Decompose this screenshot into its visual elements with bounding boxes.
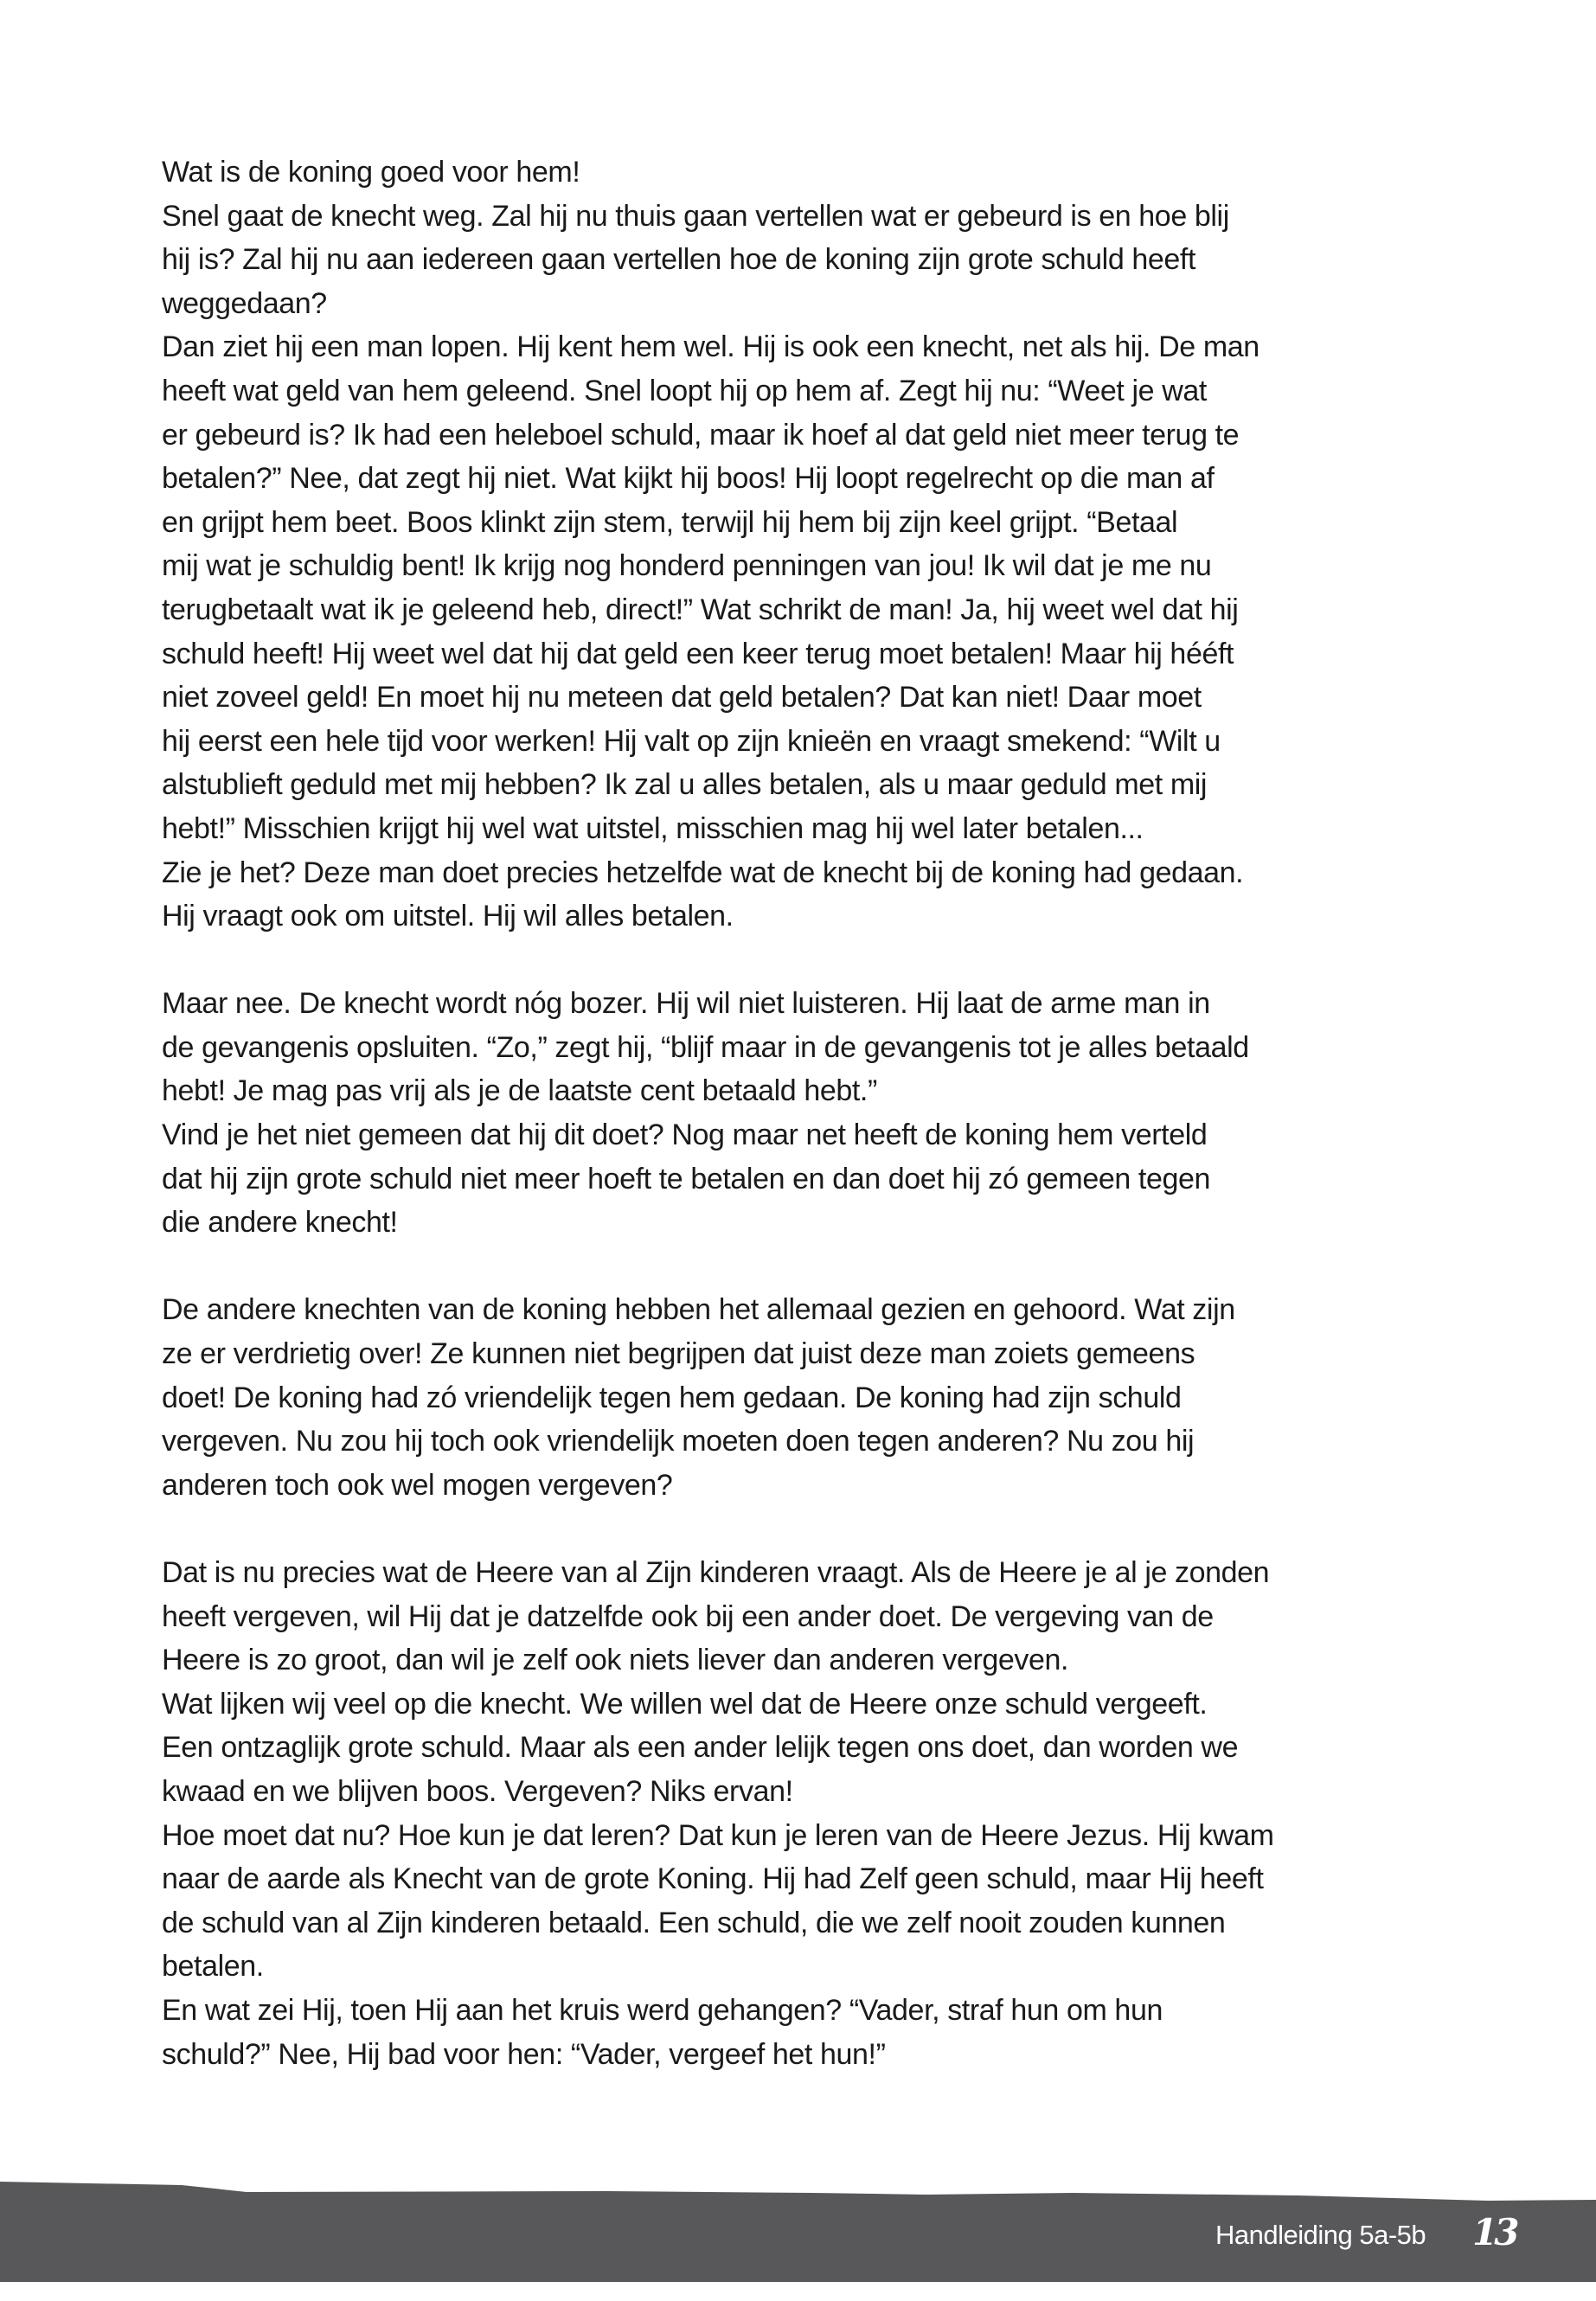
body-text [162, 151, 1459, 2120]
text-line: ze er verdrietig over! Ze kunnen niet begrijpen dat juist deze man zoiets gemeens [162, 1337, 1195, 1371]
text-line: dat hij zijn grote schuld niet meer hoeft te betalen en dan doet hij zó gemeen tegen [162, 1162, 1211, 1195]
text-line: heeft wat geld van hem geleend. Snel loopt hij op hem af. Zegt hij nu: “Weet je wat [162, 374, 1207, 407]
text-line: Vind je het niet gemeen dat hij dit doet? Nog maar net heeft de koning hem verteld [162, 1118, 1208, 1152]
text-line: De andere knechten van de koning hebben het allemaal gezien en gehoord. Wat zijn [162, 1293, 1235, 1327]
text-line: en grijpt hem beet. Boos klinkt zijn stem, terwijl hij hem bij zijn keel grijpt. “Betaal [162, 505, 1178, 539]
text-line: alstublieft geduld met mij hebben? Ik zal u alles betalen, als u maar geduld met mij [162, 768, 1208, 802]
page-number: 13 [1472, 2211, 1516, 2253]
text-line: naar de aarde als Knecht van de grote Koning. Hij had Zelf geen schuld, maar Hij heeft [162, 1862, 1264, 1896]
text-line: betalen. [162, 1950, 264, 1984]
text-line: niet zoveel geld! En moet hij nu meteen dat geld betalen? Dat kan niet! Daar moet [162, 681, 1202, 715]
text-line: Hoe moet dat nu? Hoe kun je dat leren? Dat kun je leren van de Heere Jezus. Hij kwam [162, 1818, 1274, 1852]
text-line: de schuld van al Zijn kinderen betaald. Een schuld, die we zelf nooit zouden kunnen [162, 1906, 1226, 1939]
text-line: hij is? Zal hij nu aan iedereen gaan vertellen hoe de koning zijn grote schuld heeft [162, 243, 1195, 277]
text-line: Een ontzaglijk grote schuld. Maar als een ander lelijk tegen ons doet, dan worden we [162, 1731, 1239, 1765]
text-line: doet! De koning had zó vriendelijk tegen hem gedaan. De koning had zijn schuld [162, 1381, 1182, 1414]
text-line: weggedaan? [162, 286, 327, 320]
paragraph [162, 1551, 1459, 2076]
paragraph [162, 982, 1459, 1245]
text-line: anderen toch ook wel mogen vergeven? [162, 1468, 673, 1502]
text-line: hebt! Je mag pas vrij als je de laatste cent betaald hebt.” [162, 1074, 877, 1108]
paragraph [162, 1288, 1459, 1507]
text-line: die andere knecht! [162, 1206, 398, 1240]
text-line: En wat zei Hij, toen Hij aan het kruis werd gehangen? “Vader, straf hun om hun [162, 1993, 1163, 2027]
text-line: Maar nee. De knecht wordt nóg bozer. Hij wil niet luisteren. Hij laat de arme man in [162, 987, 1210, 1021]
text-line: schuld?” Nee, Hij bad voor hen: “Vader, vergeef het hun!” [162, 2037, 886, 2071]
text-line: Zie je het? Deze man doet precies hetzelfde wat de knecht bij de koning had gedaan. [162, 856, 1244, 889]
text-line: terugbetaalt wat ik je geleend heb, direct!” Wat schrikt de man! Ja, hij weet wel dat hij [162, 593, 1239, 626]
text-line: heeft vergeven, wil Hij dat je datzelfde ook bij een ander doet. De vergeving van de [162, 1599, 1214, 1633]
text-line: Hij vraagt ook om uitstel. Hij wil alles betalen. [162, 900, 734, 933]
text-line: vergeven. Nu zou hij toch ook vriendelijk moeten doen tegen anderen? Nu zou hij [162, 1425, 1195, 1458]
text-line: Snel gaat de knecht weg. Zal hij nu thuis gaan vertellen wat er gebeurd is en hoe blij [162, 199, 1229, 233]
text-line: de gevangenis opsluiten. “Zo,” zegt hij, “blijf maar in de gevangenis tot je alles betaald [162, 1030, 1249, 1064]
text-line: schuld heeft! Hij weet wel dat hij dat geld een keer terug moet betalen! Maar hij hééft [162, 637, 1234, 670]
text-line: hij eerst een hele tijd voor werken! Hij valt op zijn knieën en vraagt smekend: “Wilt u [162, 724, 1221, 758]
text-line: Wat is de koning goed voor hem! [162, 156, 580, 189]
text-line: Dat is nu precies wat de Heere van al Zijn kinderen vraagt. Als de Heere je al je zonden [162, 1556, 1270, 1589]
footer-title: Handleiding 5a-5b [1215, 2220, 1426, 2250]
text-line: betalen?” Nee, dat zegt hij niet. Wat kijkt hij boos! Hij loopt regelrecht op die man af [162, 462, 1215, 496]
text-line: hebt!” Misschien krijgt hij wel wat uitstel, misschien mag hij wel later betalen... [162, 811, 1144, 845]
paragraph [162, 151, 1459, 939]
text-line: kwaad en we blijven boos. Vergeven? Niks ervan! [162, 1774, 793, 1808]
text-line: er gebeurd is? Ik had een heleboel schuld, maar ik hoef al dat geld niet meer terug te [162, 418, 1240, 452]
text-line: mij wat je schuldig bent! Ik krijg nog honderd penningen van jou! Ik wil dat je me nu [162, 549, 1212, 583]
text-line: Heere is zo groot, dan wil je zelf ook niets liever dan anderen vergeven. [162, 1644, 1069, 1677]
text-line: Wat lijken wij veel op die knecht. We willen wel dat de Heere onze schuld vergeeft. [162, 1687, 1208, 1721]
text-line: Dan ziet hij een man lopen. Hij kent hem wel. Hij is ook een knecht, net als hij. De man [162, 330, 1259, 364]
